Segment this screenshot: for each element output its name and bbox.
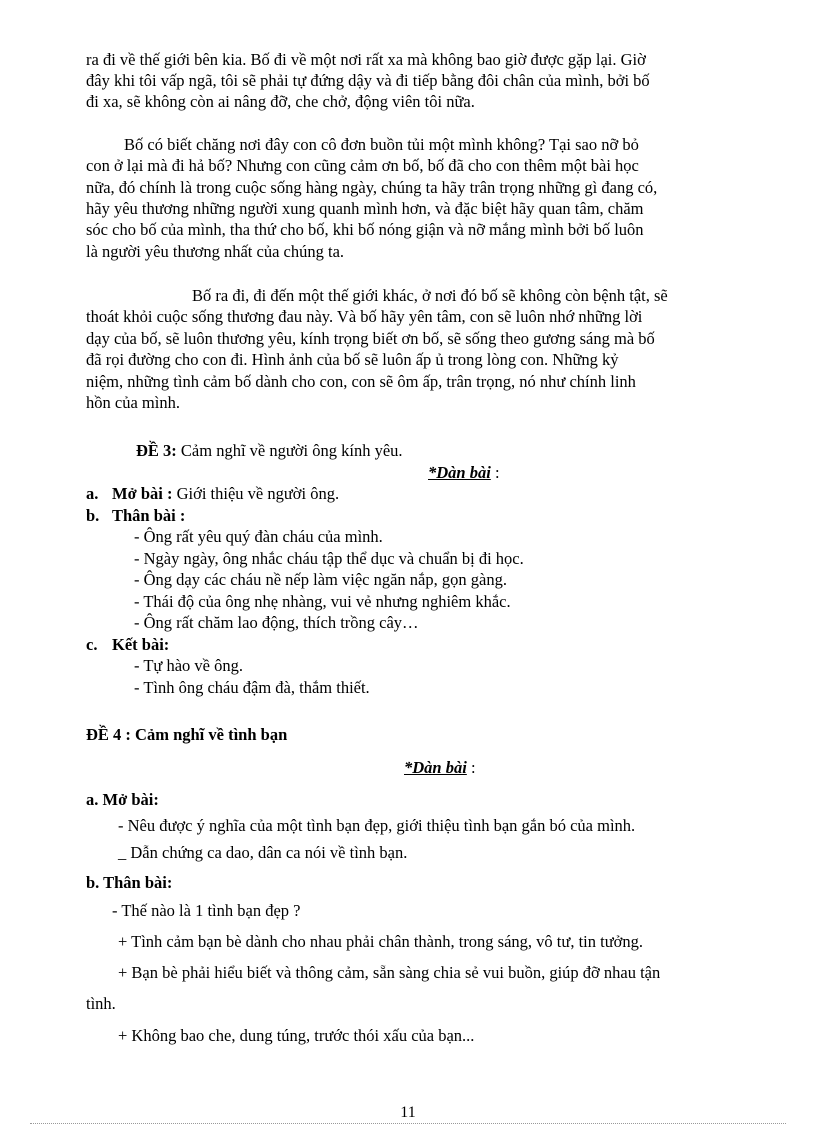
- paragraph-2-line-1: Bố có biết chăng nơi đây con cô đơn buồn tủi một mình không? Tại sao nỡ bỏ: [124, 135, 639, 154]
- de3-label: ĐỀ 3:: [136, 441, 177, 460]
- de3-b-label: b.: [86, 506, 100, 525]
- de3-c-head: Kết bài:: [112, 635, 170, 654]
- paragraph-3-line-3: dạy của bố, sẽ luôn thương yêu, kính trọng biết ơn bố, sẽ sống theo gương sáng mà bố: [86, 329, 655, 348]
- de4-b-point: + Không bao che, dung túng, trước thói xấu của bạn...: [118, 1026, 475, 1045]
- paragraph-3-line-1: Bố ra đi, đi đến một thế giới khác, ở nơi đó bố sẽ không còn bệnh tật, sẽ: [192, 286, 668, 305]
- de3-outline-colon: :: [494, 463, 500, 482]
- paragraph-1-line-3: đi xa, sẽ không còn ai nâng đỡ, che chở, động viên tôi nữa.: [86, 92, 475, 111]
- de4-b-question: - Thế nào là 1 tình bạn đẹp ?: [112, 901, 301, 920]
- de3-a-label: a.: [86, 484, 99, 503]
- de3-b-item: - Ông dạy các cháu nề nếp làm việc ngăn nắp, gọn gàng.: [134, 570, 507, 589]
- paragraph-2-line-6: là người yêu thương nhất của chúng ta.: [86, 242, 345, 261]
- de3-section-b: [86, 505, 185, 526]
- de3-title: Cảm nghĩ về người ông kính yêu.: [180, 441, 403, 460]
- de3-outline-label: *Dàn bài: [428, 463, 491, 482]
- de3-heading: [136, 440, 403, 461]
- paragraph-2-line-3: nữa, đó chính là trong cuộc sống hàng ngày, chúng ta hãy trân trọng những gì đang có,: [86, 178, 658, 197]
- paragraph-1-line-1: ra đi về thế giới bên kia. Bố đi về một nơi rất xa mà không bao giờ được gặp lại. Giờ: [86, 50, 646, 69]
- de4-a-item: - Nêu được ý nghĩa của một tình bạn đẹp, giới thiệu tình bạn gắn bó của mình.: [118, 816, 636, 835]
- de3-c-item: - Tự hào về ông.: [134, 656, 243, 675]
- de3-b-item: - Ông rất yêu quý đàn cháu của mình.: [134, 527, 383, 546]
- de4-b-head: b. Thân bài:: [86, 873, 173, 892]
- de3-b-item: - Ngày ngày, ông nhắc cháu tập thể dục và chuẩn bị đi học.: [134, 549, 524, 568]
- paragraph-3-line-4: đã rọi đường cho con đi. Hình ảnh của bố sẽ luôn ấp ủ trong lòng con. Những kỷ: [86, 350, 619, 369]
- de3-outline-heading: [428, 462, 500, 483]
- paragraph-1-line-2: đây khi tôi vấp ngã, tôi sẽ phải tự đứng dậy và đi tiếp bằng đôi chân của mình, bởi bố: [86, 71, 650, 90]
- de4-heading: [86, 724, 287, 745]
- de3-c-item: - Tình ông cháu đậm đà, thắm thiết.: [134, 678, 370, 697]
- de4-b-point: + Tình cảm bạn bè dành cho nhau phải chân thành, trong sáng, vô tư, tin tưởng.: [118, 932, 644, 951]
- de4-b-point: + Bạn bè phải hiểu biết và thông cảm, sẵn sàng chia sẻ vui buồn, giúp đỡ nhau tận: [118, 963, 661, 982]
- paragraph-3-line-6: hồn của mình.: [86, 393, 180, 412]
- de4-a-item: _ Dẫn chứng ca dao, dân ca nói về tình bạn.: [118, 843, 408, 862]
- de3-b-item: - Thái độ của ông nhẹ nhàng, vui vẻ nhưng nghiêm khắc.: [134, 592, 511, 611]
- de3-section-c: [86, 634, 169, 655]
- de4-title: Cảm nghĩ về tình bạn: [135, 725, 288, 744]
- paragraph-2-line-4: hãy yêu thương những người xung quanh mình hơn, và đặc biệt hãy quan tâm, chăm: [86, 199, 644, 218]
- paragraph-2-line-2: con ở lại mà đi hả bố? Nhưng con cũng cảm ơn bố, bố đã cho con thêm một bài học: [86, 156, 639, 175]
- de3-section-a: [86, 483, 339, 504]
- de3-c-label: c.: [86, 635, 98, 654]
- paragraph-2-line-5: sóc cho bố của mình, tha thứ cho bố, khi bố nóng giận và nỡ mắng mình bởi bố luôn: [86, 220, 644, 239]
- de4-outline-colon: :: [470, 758, 476, 777]
- de4-a-head: a. Mở bài:: [86, 790, 159, 809]
- de4-outline-heading: [404, 757, 476, 778]
- de3-b-item: - Ông rất chăm lao động, thích trồng cây…: [134, 613, 419, 632]
- de3-a-text: Giới thiệu về người ông.: [176, 484, 340, 503]
- de3-b-head: Thân bài :: [112, 506, 186, 525]
- page-number: 11: [400, 1104, 416, 1121]
- paragraph-3-line-2: thoát khỏi cuộc sống thương đau này. Và bố hãy yên tâm, con sẽ luôn nhớ những lời: [86, 307, 643, 326]
- de4-outline-label: *Dàn bài: [404, 758, 467, 777]
- de3-a-head: Mở bài :: [112, 484, 173, 503]
- paragraph-3-line-5: niệm, những tình cảm bố dành cho con, con sẽ ôm ấp, trân trọng, nó như chính linh: [86, 372, 636, 391]
- de4-label: ĐỀ 4 :: [86, 725, 131, 744]
- de4-b-point-continued: tình.: [86, 994, 116, 1013]
